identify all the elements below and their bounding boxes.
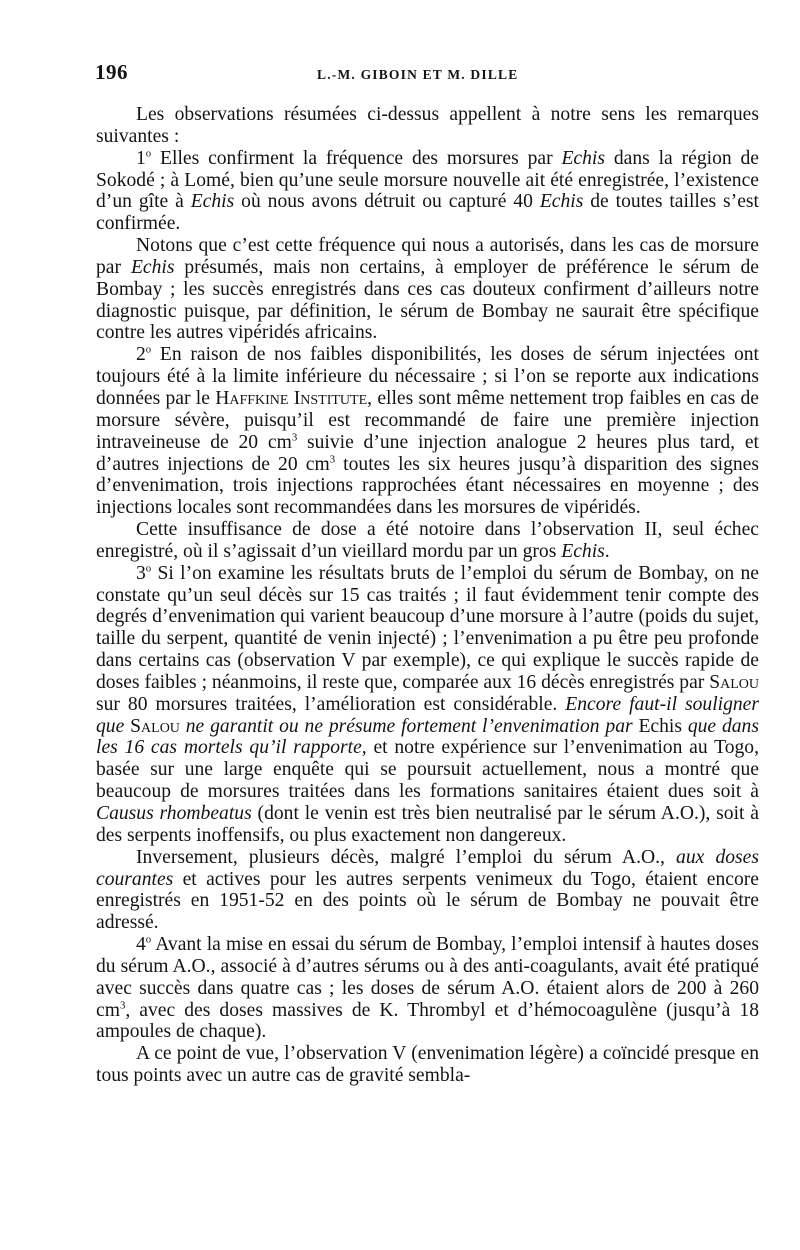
page-number: 196 <box>95 60 128 84</box>
paragraph-3: Notons que c’est cette fréquence qui nous a autorisés, dans les cas de morsure par Echis présumés, mais non certains, à employer de préférence le sérum de Bombay ; les succès enregistrés dans ces cas douteux confirment d’ailleurs notre diagnostic puisque, par définition, le sérum de Bombay ne saurait être spécifique contre les autres vipéridés africains. <box>96 235 759 344</box>
paragraph-9: A ce point de vue, l’observation V (envenimation légère) a coïncidé presque en tous points avec un autre cas de gravité sembla- <box>96 1043 759 1087</box>
paragraph-1: Les observations résumées ci-dessus appellent à notre sens les remarques suivantes : <box>96 104 759 147</box>
paragraph-8: 4$^o$ Avant la mise en essai du sérum de Bombay, l’emploi intensif à hautes doses du sérum A.O., associé à d’autres sérums ou à des anti-coagulants, avait été pratiqué avec succès dans quatre cas ; les doses de sérum A.O. étaient alors de 200 à 260 $cm^3$, avec des doses massives de K. Thrombyl et d’hémocoagulène (jusqu’à 18 ampoules de chaque). <box>96 933 759 1043</box>
paragraph-6: 3$^o$ Si l’on examine les résultats bruts de l’emploi du sérum de Bombay, on ne constate qu’un seul décès sur 15 cas traités ; il faut évidemment tenir compte des degrés d’envenimation qui varient beaucoup d’une morsure à l’autre (poids du sujet, taille du serpent, quantité de venin injecté) ; l’envenimation a pu être peu profonde dans certains cas (observation V par exemple), ce qui explique le succès rapide de doses faibles ; néanmoins, il reste que, comparée aux 16 décès enregistrés par Salou sur 80 morsures traitées, l’amélioration est considérable. Encore faut-il souligner que Salou ne garantit ou ne présume fortement l’envenimation par Echis que dans les 16 cas mortels qu’il rapporte, et notre expérience sur l’envenimation au Togo, basée sur une large enquête qui se poursuit actuellement, nous a montré que beaucoup de morsures traitées dans les formations sanitaires étaient dues soit à Causus rhombeatus (dont le venin est très bien neutralisé par le sérum A.O.), soit à des serpents inoffensifs, ou plus exactement non dangereux. <box>96 562 760 846</box>
page-header <box>95 60 715 88</box>
paragraph-4: 2$^o$ En raison de nos faibles disponibilités, les doses de sérum injectées ont toujours été à la limite inférieure du nécessaire ; si l’on se reporte aux indications données par le Haffkine Institute, elles sont même nettement trop faibles en cas de morsure sévère, puisqu’il est recommandé de faire une première injection intraveineuse de 20 $cm^3$ suivie d’une injection analogue 2 heures plus tard, et d’autres injections de 20 $cm^3$ toutes les six heures jusqu’à disparition des signes d’envenimation, trois injections rapprochées étant nécessaires en moyenne ; des injections locales sont recommandées dans les morsures de vipéridés. <box>96 343 759 519</box>
running-head: L.-M. GIBOIN ET M. DILLE <box>317 67 519 82</box>
paragraph-7: Inversement, plusieurs décès, malgré l’emploi du sérum A.O., aux doses courantes et actives pour les autres serpents venimeux du Togo, étaient encore enregistrés en 1951-52 en des points où le sérum de Bombay ne pouvait être adressé. <box>96 846 759 934</box>
paragraph-5: Cette insuffisance de dose a été notoire dans l’observation II, seul échec enregistré, où il s’agissait d’un vieillard mordu par un gros Echis. <box>96 519 759 562</box>
paragraph-2: 1$^o$ Elles confirment la fréquence des morsures par Echis dans la région de Sokodé ; à Lomé, bien qu’une seule morsure nouvelle ait été enregistrée, l’existence d’un gîte à Echis où nous avons détruit ou capturé 40 Echis de toutes tailles s’est confirmée. <box>96 147 760 235</box>
body-text <box>96 104 759 1087</box>
